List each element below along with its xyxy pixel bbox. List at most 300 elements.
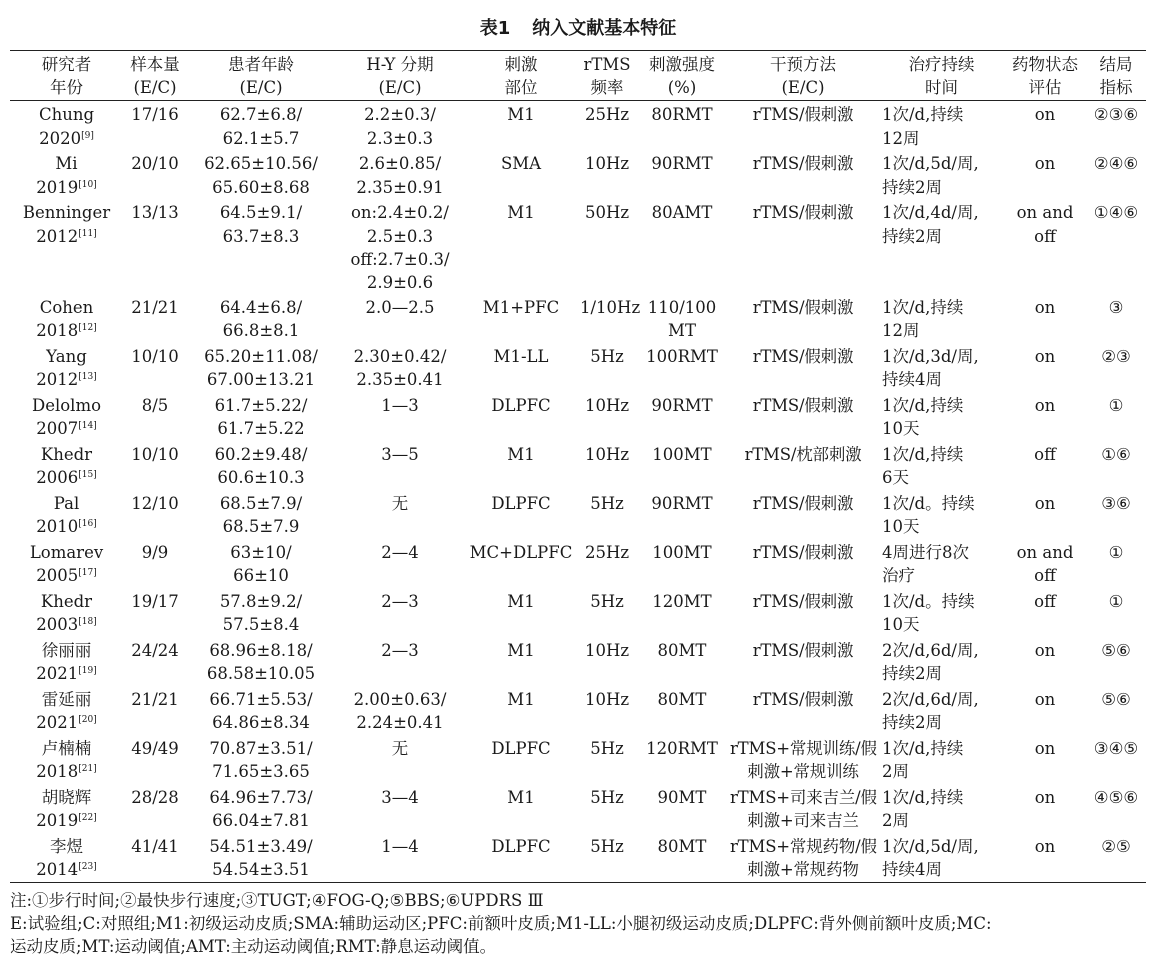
- outcome-measures-cell: [1086, 784, 1146, 833]
- reference-number: [14]: [78, 421, 97, 432]
- publication-year: 2018: [36, 321, 79, 341]
- cell-line: 2.3±0.3: [366, 128, 434, 148]
- cell-text: 10Hz: [584, 690, 630, 710]
- cell-line: 1次/d。持续: [882, 592, 975, 612]
- cell-text: 5Hz: [590, 837, 624, 857]
- cell-text: 5Hz: [590, 347, 624, 367]
- patient-age-cell: [187, 735, 335, 784]
- cell-line: 持续2周: [882, 713, 942, 733]
- reference-number: [22]: [78, 813, 97, 824]
- cell-line: 持续2周: [882, 664, 942, 684]
- stim-site-cell: [465, 490, 577, 539]
- treatment-duration-cell: [879, 294, 1004, 343]
- table-row: [10, 343, 1146, 392]
- publication-year: 2005: [36, 566, 79, 586]
- patient-age-cell: [187, 833, 335, 883]
- author-year-cell: [10, 539, 123, 588]
- reference-number: [17]: [78, 568, 97, 579]
- cell-line: 61.7±5.22/: [214, 396, 308, 416]
- header-line: 刺激强度: [649, 55, 715, 74]
- sample-size-cell: [123, 392, 187, 441]
- author-name: 卢楠楠: [41, 739, 92, 759]
- table-caption: 纳入文献基本特征: [532, 18, 677, 39]
- treatment-duration-cell: [879, 490, 1004, 539]
- reference-number: [16]: [78, 519, 97, 530]
- patient-age-cell: [187, 588, 335, 637]
- treatment-duration-cell: [879, 343, 1004, 392]
- cell-line: 无: [391, 494, 409, 514]
- publication-year-line: [13, 319, 120, 342]
- stim-intensity-cell: [637, 637, 727, 686]
- table-row: [10, 294, 1146, 343]
- cell-text: 9/9: [141, 543, 169, 563]
- header-line: (E/C): [781, 78, 825, 98]
- cell-line: 100MT: [652, 543, 712, 563]
- publication-year: 2020: [39, 128, 82, 148]
- outcome-measures-cell: [1086, 637, 1146, 686]
- stim-site-cell: [465, 588, 577, 637]
- cell-line: rTMS/枕部刺激: [744, 445, 862, 465]
- outcome-measures-cell: [1086, 150, 1146, 199]
- header-line: 指标: [1099, 78, 1133, 98]
- cell-text: 25Hz: [584, 543, 630, 563]
- treatment-duration-cell: [879, 150, 1004, 199]
- cell-line: 1次/d,持续: [882, 788, 964, 808]
- cell-line: 2—3: [381, 641, 419, 661]
- author-name: Yang: [46, 347, 87, 367]
- author-year-cell: [10, 490, 123, 539]
- cell-line: 2—4: [381, 543, 419, 563]
- stim-site-cell: [465, 392, 577, 441]
- treatment-duration-cell: [879, 539, 1004, 588]
- cell-text: 10Hz: [584, 445, 630, 465]
- intervention-cell: [727, 150, 879, 199]
- cell-line: 60.6±10.3: [217, 468, 305, 488]
- author-name: 雷延丽: [41, 690, 92, 710]
- author-name: Khedr: [40, 445, 93, 465]
- cell-text: M1: [507, 445, 535, 465]
- cell-text: 25Hz: [584, 105, 630, 125]
- hy-stage-cell: [335, 686, 465, 735]
- cell-text: 49/49: [131, 739, 179, 759]
- stim-intensity-cell: [637, 735, 727, 784]
- sample-size-cell: [123, 343, 187, 392]
- note-abbreviations-2: 运动皮质;MT:运动阈值;AMT:主动运动阈值;RMT:静息运动阈值。: [10, 937, 497, 956]
- cell-line: 64.86±8.34: [212, 713, 310, 733]
- cell-text: MC+DLPFC: [469, 543, 573, 563]
- sample-size-cell: [123, 101, 187, 151]
- stim-site-cell: [465, 686, 577, 735]
- header-stim-intensity: [637, 51, 727, 101]
- table-notes: [10, 889, 1146, 958]
- treatment-duration-cell: [879, 392, 1004, 441]
- rtms-frequency-cell: [577, 588, 637, 637]
- cell-line: 2.24±0.41: [356, 713, 444, 733]
- header-line: 刺激: [504, 55, 538, 74]
- cell-line: rTMS/假刺激: [752, 347, 854, 367]
- stim-intensity-cell: [637, 441, 727, 490]
- reference-number: [19]: [78, 666, 97, 677]
- note-outcomes: 注:①步行时间;②最快步行速度;③TUGT;④FOG-Q;⑤BBS;⑥UPDRS Ⅲ: [10, 891, 544, 910]
- publication-year: 2007: [36, 419, 79, 439]
- sample-size-cell: [123, 294, 187, 343]
- header-patient-age: [187, 51, 335, 101]
- cell-line: 1次/d,持续: [882, 739, 964, 759]
- publication-year: 2021: [36, 664, 79, 684]
- cell-line: 68.96±8.18/: [209, 641, 313, 661]
- medication-state-cell: [1004, 343, 1086, 392]
- cell-line: 68.5±7.9: [222, 517, 300, 537]
- cell-line: off: [1034, 445, 1056, 465]
- patient-age-cell: [187, 101, 335, 151]
- stim-site-cell: [465, 441, 577, 490]
- outcome-measures-cell: [1086, 343, 1146, 392]
- header-line: (E/C): [133, 78, 177, 98]
- reference-number: [15]: [78, 470, 97, 481]
- publication-year-line: [13, 515, 120, 538]
- cell-line: 57.5±8.4: [222, 615, 300, 635]
- author-year-cell: [10, 735, 123, 784]
- cell-line: 1次/d,持续: [882, 105, 964, 125]
- patient-age-cell: [187, 343, 335, 392]
- medication-state-cell: [1004, 588, 1086, 637]
- cell-line: 刺激+司来吉兰: [747, 811, 859, 831]
- cell-line: 110/100: [647, 298, 717, 318]
- cell-line: 1—3: [381, 396, 419, 416]
- intervention-cell: [727, 637, 879, 686]
- cell-line: 80MT: [657, 641, 707, 661]
- sample-size-cell: [123, 150, 187, 199]
- hy-stage-cell: [335, 199, 465, 294]
- cell-line: 2.30±0.42/: [353, 347, 447, 367]
- author-year-cell: [10, 101, 123, 151]
- author-name: Lomarev: [29, 543, 104, 563]
- publication-year: 2018: [36, 762, 79, 782]
- cell-line: 2周: [882, 811, 909, 831]
- header-author-year: [10, 51, 123, 101]
- stim-site-cell: [465, 833, 577, 883]
- cell-line: on and: [1016, 203, 1074, 223]
- table-row: [10, 686, 1146, 735]
- header-line: 时间: [925, 78, 958, 98]
- cell-text: 5Hz: [590, 788, 624, 808]
- publication-year-line: [13, 662, 120, 685]
- cell-line: 4周进行8次: [882, 543, 969, 563]
- header-line: (%): [667, 78, 697, 98]
- cell-line: 66.71±5.53/: [209, 690, 313, 710]
- cell-line: off: [1034, 226, 1056, 246]
- patient-age-cell: [187, 539, 335, 588]
- cell-text: ①: [1108, 543, 1124, 563]
- author-year-cell: [10, 686, 123, 735]
- header-medication-state: [1004, 51, 1086, 101]
- cell-line: 68.58±10.05: [206, 664, 316, 684]
- reference-number: [21]: [78, 764, 97, 775]
- intervention-cell: [727, 539, 879, 588]
- hy-stage-cell: [335, 735, 465, 784]
- medication-state-cell: [1004, 539, 1086, 588]
- treatment-duration-cell: [879, 784, 1004, 833]
- stim-site-cell: [465, 539, 577, 588]
- table-row: [10, 637, 1146, 686]
- author-name: Pal: [53, 494, 80, 514]
- cell-text: ⑤⑥: [1101, 690, 1131, 710]
- table-row: [10, 833, 1146, 883]
- rtms-frequency-cell: [577, 392, 637, 441]
- treatment-duration-cell: [879, 735, 1004, 784]
- patient-age-cell: [187, 490, 335, 539]
- reference-number: [12]: [78, 323, 97, 334]
- author-name: Benninger: [22, 203, 111, 223]
- cell-line: on: [1034, 739, 1056, 759]
- patient-age-cell: [187, 637, 335, 686]
- header-line: 患者年龄: [228, 55, 294, 74]
- header-stim-site: [465, 51, 577, 101]
- cell-line: 1次/d,持续: [882, 445, 964, 465]
- author-year-cell: [10, 150, 123, 199]
- reference-number: [18]: [78, 617, 97, 628]
- author-year-cell: [10, 294, 123, 343]
- cell-line: 67.00±13.21: [206, 370, 316, 390]
- cell-text: 10Hz: [584, 154, 630, 174]
- publication-year: 2003: [36, 615, 79, 635]
- cell-line: rTMS+司来吉兰/假: [730, 788, 877, 808]
- table-row: [10, 150, 1146, 199]
- treatment-duration-cell: [879, 441, 1004, 490]
- cell-text: 24/24: [131, 641, 179, 661]
- table-row: [10, 101, 1146, 151]
- cell-text: 1/10Hz: [580, 298, 641, 318]
- author-name: Mi: [55, 154, 78, 174]
- cell-line: on: [1034, 494, 1056, 514]
- cell-line: 10天: [882, 615, 920, 635]
- outcome-measures-cell: [1086, 392, 1146, 441]
- author-year-cell: [10, 833, 123, 883]
- cell-line: 71.65±3.65: [212, 762, 310, 782]
- cell-line: 6天: [882, 468, 909, 488]
- cell-text: 41/41: [131, 837, 179, 857]
- publication-year: 2010: [36, 517, 79, 537]
- author-year-cell: [10, 392, 123, 441]
- cell-line: MT: [668, 321, 696, 341]
- header-line: 研究者: [41, 55, 92, 74]
- cell-line: 无: [391, 739, 409, 759]
- rtms-frequency-cell: [577, 294, 641, 343]
- cell-text: M1: [507, 203, 535, 223]
- cell-text: 21/21: [131, 690, 179, 710]
- cell-line: 100RMT: [646, 347, 718, 367]
- cell-line: 持续4周: [882, 370, 942, 390]
- medication-state-cell: [1004, 490, 1086, 539]
- publication-year-line: [13, 711, 120, 734]
- stim-site-cell: [465, 343, 577, 392]
- header-line: rTMS: [583, 55, 631, 74]
- stim-intensity-cell: [637, 539, 727, 588]
- cell-text: DLPFC: [491, 396, 551, 416]
- author-year-cell: [10, 343, 123, 392]
- patient-age-cell: [187, 150, 335, 199]
- cell-line: 64.96±7.73/: [209, 788, 313, 808]
- treatment-duration-cell: [879, 686, 1004, 735]
- table-row: [10, 735, 1146, 784]
- intervention-cell: [727, 441, 879, 490]
- table-row: [10, 441, 1146, 490]
- cell-line: 2.35±0.41: [356, 370, 444, 390]
- cell-text: ②⑤: [1101, 837, 1131, 857]
- hy-stage-cell: [335, 490, 465, 539]
- outcome-measures-cell: [1086, 199, 1146, 294]
- hy-stage-cell: [335, 539, 465, 588]
- cell-line: on: [1034, 641, 1056, 661]
- cell-text: ②③⑥: [1093, 105, 1139, 125]
- stim-site-cell: [465, 735, 577, 784]
- cell-line: on and: [1016, 543, 1074, 563]
- cell-line: 2.9±0.6: [366, 273, 434, 293]
- publication-year: 2021: [36, 713, 79, 733]
- sample-size-cell: [123, 735, 187, 784]
- cell-text: 5Hz: [590, 739, 624, 759]
- characteristics-table: [10, 50, 1146, 883]
- treatment-duration-cell: [879, 833, 1004, 883]
- intervention-cell: [727, 735, 879, 784]
- cell-text: ②③: [1101, 347, 1131, 367]
- publication-year-line: [13, 127, 120, 150]
- cell-line: 120MT: [652, 592, 712, 612]
- cell-text: ③⑥: [1101, 494, 1131, 514]
- cell-line: on:2.4±0.2/: [351, 203, 449, 223]
- header-outcome-measures: [1086, 51, 1146, 101]
- hy-stage-cell: [335, 833, 465, 883]
- cell-line: 54.54±3.51: [212, 860, 310, 880]
- intervention-cell: [727, 343, 879, 392]
- cell-line: 68.5±7.9/: [219, 494, 303, 514]
- rtms-frequency-cell: [577, 441, 637, 490]
- publication-year-line: [13, 858, 120, 881]
- cell-line: rTMS/假刺激: [752, 690, 854, 710]
- cell-text: M1: [507, 592, 535, 612]
- cell-line: 2.00±0.63/: [353, 690, 447, 710]
- cell-text: ①④⑥: [1093, 203, 1139, 223]
- cell-line: 12周: [882, 321, 920, 341]
- header-line: 部位: [504, 78, 538, 98]
- treatment-duration-cell: [879, 101, 1004, 151]
- outcome-measures-cell: [1086, 539, 1146, 588]
- cell-line: 63±10/: [230, 543, 292, 563]
- rtms-frequency-cell: [577, 735, 637, 784]
- cell-text: M1+PFC: [482, 298, 560, 318]
- cell-line: 持续4周: [882, 860, 942, 880]
- cell-line: 3—4: [381, 788, 419, 808]
- stim-site-cell: [465, 637, 577, 686]
- cell-line: rTMS/假刺激: [752, 298, 854, 318]
- publication-year-line: [13, 613, 120, 636]
- cell-line: 2.35±0.91: [356, 177, 444, 197]
- reference-number: [20]: [78, 715, 97, 726]
- header-line: 治疗持续: [908, 55, 975, 74]
- author-name: 徐丽丽: [41, 641, 92, 661]
- header-line: 干预方法: [770, 55, 836, 74]
- rtms-frequency-cell: [577, 490, 637, 539]
- stim-intensity-cell: [637, 101, 727, 151]
- patient-age-cell: [187, 784, 335, 833]
- cell-line: 100MT: [652, 445, 712, 465]
- header-line: 药物状态: [1012, 55, 1078, 74]
- cell-line: off: [1034, 592, 1056, 612]
- outcome-measures-cell: [1086, 101, 1146, 151]
- cell-line: 1次/d,5d/周,: [882, 837, 979, 857]
- header-line: H-Y 分期: [366, 55, 434, 74]
- cell-text: ⑤⑥: [1101, 641, 1131, 661]
- cell-text: M1-LL: [493, 347, 549, 367]
- cell-line: 65.20±11.08/: [204, 347, 318, 367]
- intervention-cell: [727, 784, 879, 833]
- sample-size-cell: [123, 588, 187, 637]
- medication-state-cell: [1004, 101, 1086, 151]
- cell-line: 66±10: [233, 566, 289, 586]
- publication-year-line: [13, 417, 120, 440]
- reference-number: [23]: [78, 862, 97, 873]
- header-line: 结局: [1099, 55, 1133, 74]
- cell-line: on: [1034, 298, 1056, 318]
- header-line: 评估: [1028, 78, 1062, 98]
- cell-line: 2次/d,6d/周,: [882, 690, 979, 710]
- medication-state-cell: [1004, 735, 1086, 784]
- cell-line: 2.5±0.3: [366, 226, 434, 246]
- publication-year-line: [13, 564, 120, 587]
- stim-intensity-cell: [637, 490, 727, 539]
- hy-stage-cell: [335, 441, 465, 490]
- treatment-duration-cell: [879, 637, 1004, 686]
- author-name: Cohen: [39, 298, 94, 318]
- cell-line: on: [1034, 154, 1056, 174]
- stim-intensity-cell: [637, 150, 727, 199]
- medication-state-cell: [1004, 686, 1086, 735]
- cell-line: 120RMT: [646, 739, 718, 759]
- table-row: [10, 199, 1146, 294]
- cell-text: 10/10: [131, 347, 179, 367]
- hy-stage-cell: [335, 294, 465, 343]
- cell-line: 刺激+常规训练: [747, 762, 859, 782]
- header-line: 样本量: [130, 55, 180, 74]
- cell-text: 13/13: [131, 203, 179, 223]
- hy-stage-cell: [335, 101, 465, 151]
- cell-line: off:2.7±0.3/: [350, 249, 450, 269]
- table-row: [10, 490, 1146, 539]
- cell-line: on: [1034, 837, 1056, 857]
- cell-line: 62.65±10.56/: [204, 154, 318, 174]
- rtms-frequency-cell: [577, 784, 637, 833]
- outcome-measures-cell: [1086, 294, 1146, 343]
- reference-number: [10]: [78, 179, 97, 190]
- reference-number: [9]: [81, 130, 94, 141]
- cell-line: 2次/d,6d/周,: [882, 641, 979, 661]
- hy-stage-cell: [335, 637, 465, 686]
- cell-line: 1次/d。持续: [882, 494, 975, 514]
- publication-year-line: [13, 809, 120, 832]
- cell-line: rTMS+常规药物/假: [730, 837, 877, 857]
- cell-line: 60.2±9.48/: [214, 445, 308, 465]
- cell-line: rTMS/假刺激: [752, 592, 854, 612]
- table-row: [10, 588, 1146, 637]
- sample-size-cell: [123, 490, 187, 539]
- sample-size-cell: [123, 539, 187, 588]
- cell-text: 5Hz: [590, 592, 624, 612]
- cell-line: 1次/d,3d/周,: [882, 347, 979, 367]
- publication-year-line: [13, 176, 120, 199]
- cell-line: 64.4±6.8/: [219, 298, 303, 318]
- intervention-cell: [727, 294, 879, 343]
- stim-site-cell: [465, 294, 577, 343]
